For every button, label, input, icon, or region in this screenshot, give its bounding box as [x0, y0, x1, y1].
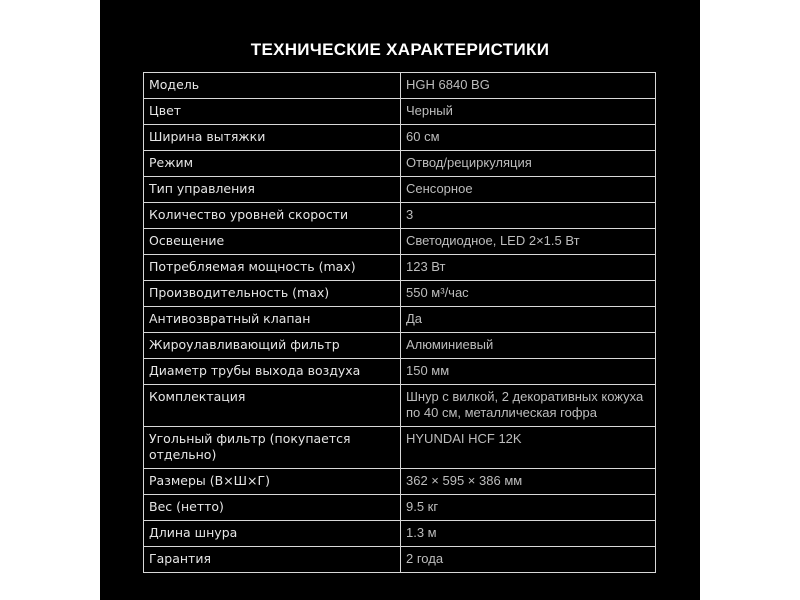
spec-key: Количество уровней скорости	[144, 203, 401, 229]
spec-key: Освещение	[144, 229, 401, 255]
table-row	[144, 125, 656, 151]
spec-value: Алюминиевый	[401, 333, 656, 359]
spec-value: 362 × 595 × 386 мм	[401, 469, 656, 495]
spec-value: 550 м³/час	[401, 281, 656, 307]
spec-value: Да	[401, 307, 656, 333]
spec-key: Модель	[144, 73, 401, 99]
spec-value: Светодиодное, LED 2×1.5 Вт	[401, 229, 656, 255]
spec-value: Сенсорное	[401, 177, 656, 203]
spec-value: Отвод/рециркуляция	[401, 151, 656, 177]
spec-key: Потребляемая мощность (max)	[144, 255, 401, 281]
table-row	[144, 495, 656, 521]
spec-key: Цвет	[144, 99, 401, 125]
spec-value: 1.3 м	[401, 521, 656, 547]
table-row	[144, 521, 656, 547]
spec-key: Длина шнура	[144, 521, 401, 547]
spec-key: Режим	[144, 151, 401, 177]
spec-value: Шнур с вилкой, 2 декоративных кожуха по 40 см, металлическая гофра	[401, 385, 656, 427]
spec-key: Гарантия	[144, 547, 401, 573]
table-row	[144, 203, 656, 229]
spec-key: Жироулавливающий фильтр	[144, 333, 401, 359]
table-row	[144, 385, 656, 427]
spec-key: Ширина вытяжки	[144, 125, 401, 151]
spec-value: 3	[401, 203, 656, 229]
table-row	[144, 255, 656, 281]
spec-table	[143, 72, 656, 573]
table-row	[144, 281, 656, 307]
table-row	[144, 151, 656, 177]
table-row	[144, 333, 656, 359]
spec-sheet-panel	[100, 0, 700, 600]
table-row	[144, 547, 656, 573]
spec-key: Производительность (max)	[144, 281, 401, 307]
spec-key: Угольный фильтр (покупается отдельно)	[144, 427, 401, 469]
table-row	[144, 427, 656, 469]
spec-value: 9.5 кг	[401, 495, 656, 521]
spec-value: 60 см	[401, 125, 656, 151]
table-row	[144, 229, 656, 255]
spec-key: Вес (нетто)	[144, 495, 401, 521]
spec-key: Диаметр трубы выхода воздуха	[144, 359, 401, 385]
spec-key: Тип управления	[144, 177, 401, 203]
table-row	[144, 73, 656, 99]
table-row	[144, 469, 656, 495]
page-title: ТЕХНИЧЕСКИЕ ХАРАКТЕРИСТИКИ	[250, 40, 550, 59]
spec-value: Черный	[401, 99, 656, 125]
table-row	[144, 359, 656, 385]
table-row	[144, 307, 656, 333]
spec-value: HYUNDAI HCF 12K	[401, 427, 656, 469]
table-row	[144, 177, 656, 203]
spec-key: Комплектация	[144, 385, 401, 427]
spec-value: 123 Вт	[401, 255, 656, 281]
table-row	[144, 99, 656, 125]
spec-key: Антивозвратный клапан	[144, 307, 401, 333]
spec-value: 2 года	[401, 547, 656, 573]
spec-value: 150 мм	[401, 359, 656, 385]
spec-key: Размеры (В×Ш×Г)	[144, 469, 401, 495]
spec-value: HGH 6840 BG	[401, 73, 656, 99]
